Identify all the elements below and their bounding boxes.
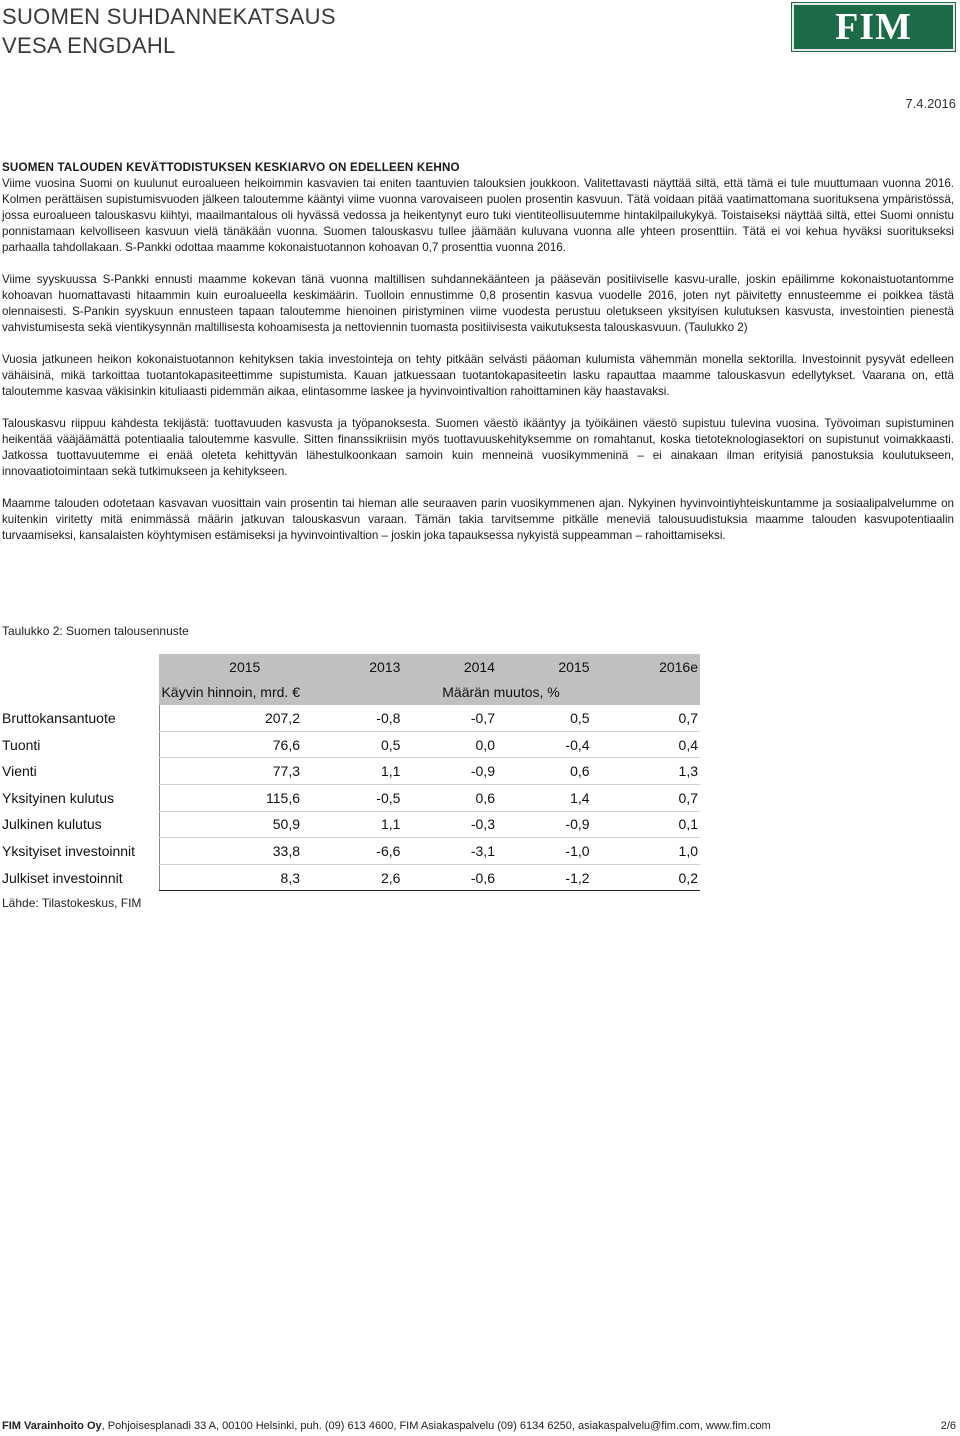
forecast-table (0, 654, 700, 891)
table-cell: -1,2 (497, 864, 592, 891)
header-year: 2016e (592, 654, 700, 680)
paragraph-5: Maamme talouden odotetaan kasvavan vuosittain vain prosentin tai hieman alle seuraaven parin vuosikymmenen ajan. Nykyinen hyvinvointiyhteiskuntamme ja sosiaalipalvelumme on kuitenkin viritetty mitä enimmässä määrin jatkuvan talouskasvun varaan. Tämän takia tarvitsemme pitkälle meneviä talousuudistuksia maamme talouden kasvupotentiaalin turvaamiseksi, kansalaisten köyhtymisen estämiseksi ja hyvinvointivaltion – joskin joka tapauksessa nykyistä suppeamman – rahoittamiseksi. (2, 497, 954, 542)
table-cell: 0,7 (592, 784, 700, 811)
table-cell: -0,6 (402, 864, 497, 891)
table-cell: -0,8 (302, 705, 402, 731)
table-cell: -0,3 (402, 811, 497, 838)
table-cell: 115,6 (159, 784, 302, 811)
article-body (2, 160, 954, 560)
table-row (0, 838, 700, 865)
table-cell: 0,6 (402, 784, 497, 811)
row-label: Julkinen kulutus (2, 816, 102, 833)
paragraph-2: Viime syyskuussa S-Pankki ennusti maamme kokevan tänä vuonna maltillisen suhdannekäänteen ja pääsevän positiiviselle kasvu-uralle, joskin epäilimme kokonaistuotantomme kohoavan huomattavasti hitaammin kuin euroalueella keskimäärin. Tuolloin ennustimme 0,8 prosentin kasvua vuodelle 2016, joten nyt päivitetty ennusteemme ei poikkea tästä olennaisesti. S-Pankin syyskuun ennusteen tapaan taloutemme hienoinen piristyminen viime vuodesta perustuu oletukseen yksityisen kulutuksen kasvusta, investointien pienestä vahvistumisesta sekä vientikysynnän maltillisesta kohoamisesta ja nettoviennin tuomasta positiivisesta vaikutuksesta talouskasvuun. (Taulukko 2) (2, 273, 954, 334)
table-cell: 2,6 (302, 864, 402, 891)
table-row (0, 864, 700, 891)
table-cell: -0,9 (402, 758, 497, 785)
table-cell: 0,2 (592, 864, 700, 891)
table-header-units (0, 680, 700, 706)
table-cell: -0,5 (302, 784, 402, 811)
table-body (0, 705, 700, 891)
row-label: Julkiset investoinnit (2, 869, 123, 886)
page-number: 2/6 (940, 1420, 956, 1432)
table-cell: 0,5 (497, 705, 592, 731)
table-row (0, 758, 700, 785)
table-row (0, 811, 700, 838)
footer-contact: , Pohjoisesplanadi 33 A, 00100 Helsinki, puh. (09) 613 4600, FIM Asiakaspalvelu (09) 6134 6250, asiakaspalvelu@fim.com, www.fim.com (101, 1420, 771, 1432)
table-cell: 0,5 (302, 731, 402, 758)
table-cell: -0,9 (497, 811, 592, 838)
table-cell: 0,1 (592, 811, 700, 838)
section-heading: SUOMEN TALOUDEN KEVÄTTODISTUKSEN KESKIARVO ON EDELLEEN KEHNO (2, 161, 460, 174)
header-year: 2015 (159, 654, 302, 680)
fim-logo (792, 3, 955, 51)
header-blank (0, 680, 159, 706)
paragraph-3: Vuosia jatkuneen heikon kokonaistuotannon kehityksen takia investointeja on tehty pitkään selvästi pääoman kulumista vähemmän monella sektorilla. Investoinnit pysyvät edelleen vähäisinä, mikä tarkoittaa tuotantokapasiteettimme supistumista. Kauan jatkuessaan tuotantokapasiteetin lasku rapauttaa maamme talouskasvun edellytykset. Vaarana on, että taloutemme kasvaa väkisinkin kituliaasti pidemmän aikaa, elintasomme laskee ja hyvinvointivaltion rahoittaminen käy haastavaksi. (2, 353, 954, 398)
row-label: Yksityinen kulutus (2, 789, 115, 806)
table-header-years (0, 654, 700, 680)
table-source: Lähde: Tilastokeskus, FIM (2, 896, 142, 910)
table-cell: -6,6 (302, 838, 402, 865)
header-year: 2013 (302, 654, 402, 680)
table-cell: 76,6 (159, 731, 302, 758)
table-cell: 1,1 (302, 758, 402, 785)
table-row (0, 731, 700, 758)
table-cell: -0,7 (402, 705, 497, 731)
table-cell: 207,2 (159, 705, 302, 731)
table-cell: 0,0 (402, 731, 497, 758)
table-cell: 1,4 (497, 784, 592, 811)
table-cell: 33,8 (159, 838, 302, 865)
table-row (0, 784, 700, 811)
row-label: Vienti (2, 763, 37, 780)
paragraph-4: Talouskasvu riippuu kahdesta tekijästä: tuottavuuden kasvusta ja työpanoksesta. Suomen väestö ikääntyy ja työikäinen väestö supistuu tulevina vuosina. Työvoiman supistuminen heikentää vääjäämättä potentiaalia taloutemme kasvulle. Sitten finanssikriisin myös tuottavuuskehityksemme on romahtanut, koska tietoteknologiasektori on supistunut voimakkaasti. Jatkossa tuottavuutemme ei enää oleteta kehittyvän lähestulkoonkaan samoin kuin menneinä vuosikymmeninä – ei ainakaan ilman erityisiä panostuksia koulutukseen, innovaatiotoimintaan sekä tutkimukseen ja kehitykseen. (2, 417, 954, 478)
document-date: 7.4.2016 (905, 96, 956, 111)
header-blank (0, 654, 159, 680)
table-cell: 1,0 (592, 838, 700, 865)
header-unit-volume-change: Määrän muutos, % (302, 680, 700, 706)
table-cell: 77,3 (159, 758, 302, 785)
row-label: Bruttokansantuote (2, 710, 116, 727)
row-label: Yksityiset investoinnit (2, 842, 136, 859)
table-cell: -3,1 (402, 838, 497, 865)
table-cell: 8,3 (159, 864, 302, 891)
table-cell: 50,9 (159, 811, 302, 838)
title-line-1: SUOMEN SUHDANNEKATSAUS (2, 4, 336, 29)
table-cell: 1,3 (592, 758, 700, 785)
page-footer (2, 1420, 956, 1432)
paragraph-1: Viime vuosina Suomi on kuulunut euroalueen heikoimmin kasvavien tai eniten taantuvien talouksien joukkoon. Valitettavasti näyttää siltä, että tämä ei tule muuttumaan vuonna 2016. Kolmen perättäisen supistumisvuoden jälkeen taloutemme kääntyi viime vuonna varovaiseen puolen prosentin kasvuun. Tätä voidaan pitää vaatimattomana suorituksena ympäristössä, jossa euroalueen talouskasvu kiihtyi, maailmantalous oli hyvässä vedossa ja heikentynyt euro tuki vientiteollisuutemme hintakilpailukykyä. Toistaiseksi näyttää siltä, ettei Suomi onnistu ponnistamaan kelvolliseen kasvuun vielä tänäkään vuonna. Suomen talouskasvu tullee jäämään kuluvana vuonna alle yhteen prosenttiin. Tätä ei voi kehua hyväksi suoritukseksi parhaalla tahdollakaan. S-Pankki odottaa maamme kokonaistuotannon kohoavan 0,7 prosenttia vuonna 2016. (2, 177, 954, 254)
title-line-2: VESA ENGDAHL (2, 33, 176, 58)
logo-text: FIM (835, 6, 912, 48)
table-cell: -1,0 (497, 838, 592, 865)
table-cell: 1,1 (302, 811, 402, 838)
footer-company: FIM Varainhoito Oy (2, 1420, 102, 1432)
header-year: 2014 (402, 654, 497, 680)
table-cell: 0,6 (497, 758, 592, 785)
row-label: Tuonti (2, 736, 41, 753)
table-row (0, 705, 700, 731)
table-cell: 0,7 (592, 705, 700, 731)
table-caption: Taulukko 2: Suomen talousennuste (2, 624, 189, 638)
table-cell: 0,4 (592, 731, 700, 758)
header-unit-current-prices: Käyvin hinnoin, mrd. € (159, 680, 302, 706)
header-year: 2015 (497, 654, 592, 680)
table-cell: -0,4 (497, 731, 592, 758)
document-title (2, 2, 336, 60)
